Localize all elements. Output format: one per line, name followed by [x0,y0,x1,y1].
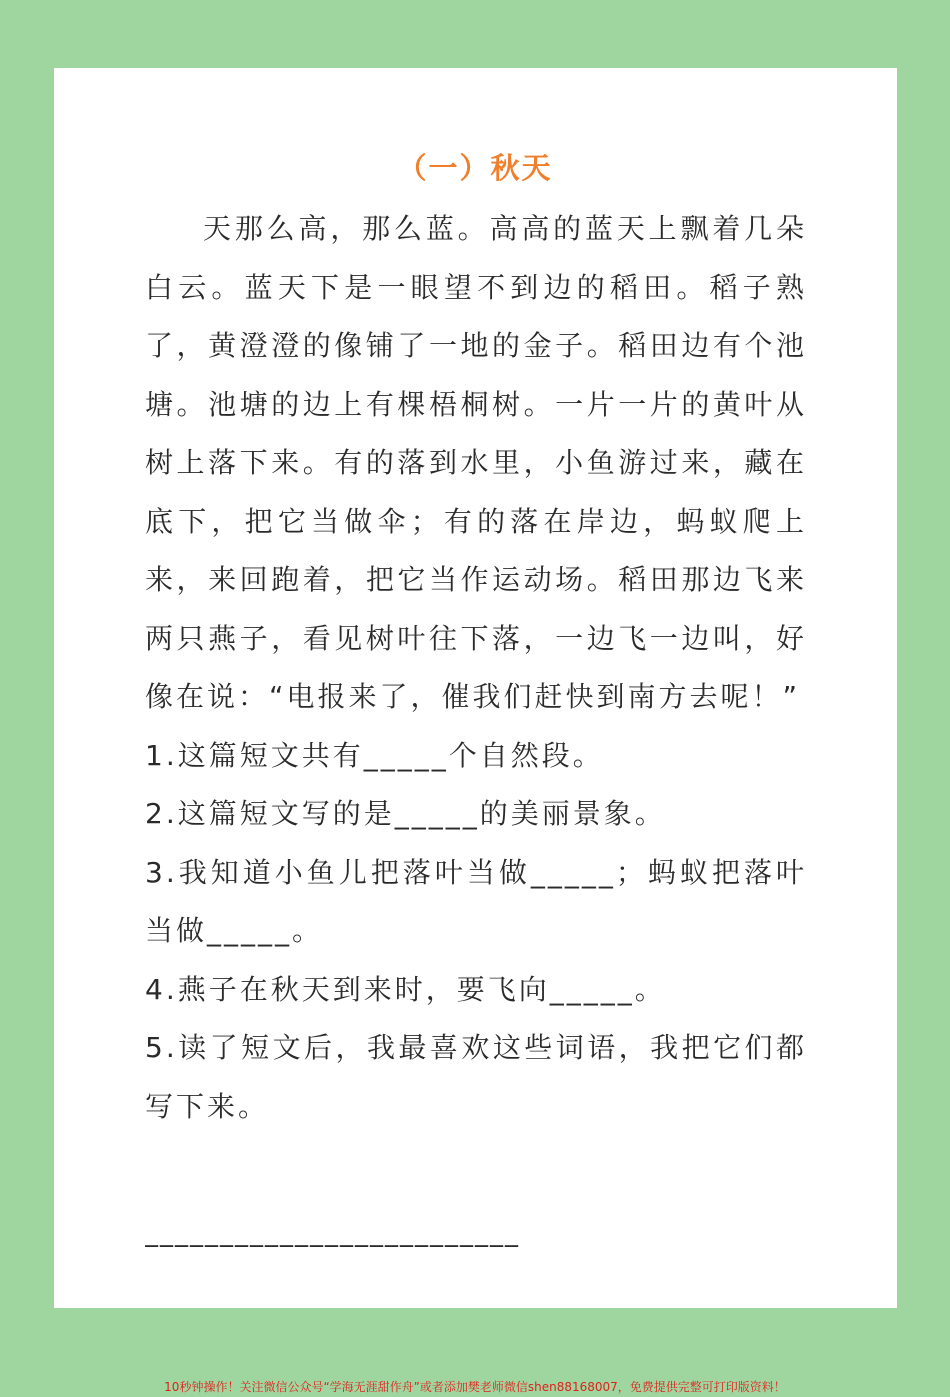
question-3: 3.我知道小鱼儿把落叶当做_____；蚂蚁把落叶当做_____。 [145,855,807,947]
answer-line: _________________________ [145,1218,520,1248]
question-1: 1.这篇短文共有_____个自然段。 [145,738,604,772]
reading-passage: 天那么高，那么蓝。高高的蓝天上飘着几朵白云。蓝天下是一眼望不到边的稻田。稻子熟了，黄澄澄的像铺了一地的金子。稻田边有个池塘。池塘的边上有棵梧桐树。一片一片的黄叶从树上落下来。有的落到水里，小鱼游过来，藏在底下，把它当做伞；有的落在岸边，蚂蚁爬上来，来回跑着，把它当作运动场。稻田那边飞来两只燕子，看见树叶往下落，一边飞一边叫，好像在说：“电报来了，催我们赶快到南方去呢！” [145,212,807,713]
footer-note: 10秒钟操作！关注微信公众号“学海无涯甜作舟”或者添加樊老师微信shen88168007，免费提供完整可打印版资料！ [164,1380,786,1394]
question-2: 2.这篇短文写的是_____的美丽景象。 [145,797,666,830]
page-title: （一）秋天 [397,151,553,185]
question-5: 5.读了短文后，我最喜欢这些词语，我把它们都写下来。 [145,1031,807,1123]
worksheet-content [145,200,807,1136]
question-4: 4.燕子在秋天到来时，要飞向_____。 [145,972,666,1006]
